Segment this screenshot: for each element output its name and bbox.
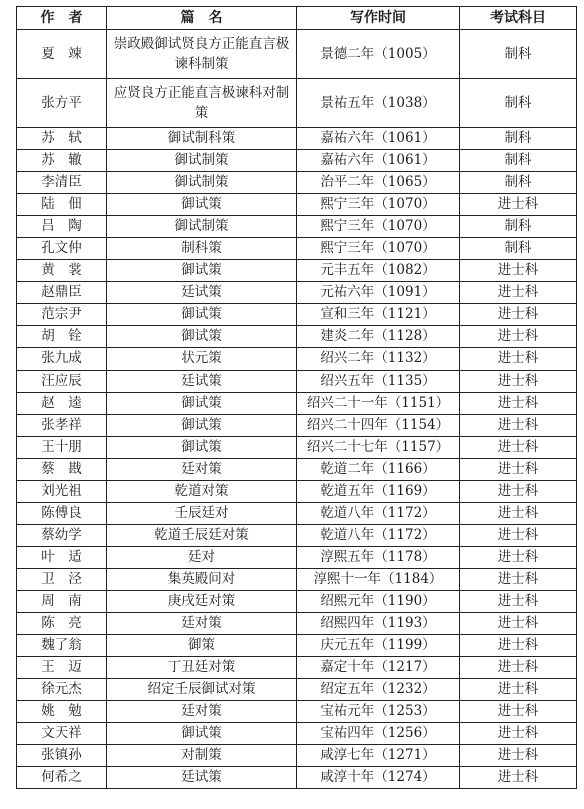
title-cell: 壬辰廷对 xyxy=(107,502,297,524)
title-cell: 御试制策 xyxy=(107,216,297,238)
time-cell: 淳熙五年（1178） xyxy=(297,546,460,568)
subject-cell: 制科 xyxy=(460,30,577,79)
subject-cell: 进士科 xyxy=(460,392,577,414)
table-row xyxy=(17,635,577,657)
title-cell: 御策 xyxy=(107,635,297,657)
subject-cell: 制科 xyxy=(460,79,577,128)
author-cell: 赵 逵 xyxy=(17,392,107,414)
author-cell: 黄 裳 xyxy=(17,260,107,282)
subject-cell: 进士科 xyxy=(460,194,577,216)
table-row xyxy=(17,414,577,436)
table-row xyxy=(17,546,577,568)
title-cell: 廷对策 xyxy=(107,701,297,723)
author-cell: 张孝祥 xyxy=(17,414,107,436)
table-row xyxy=(17,613,577,635)
time-cell: 绍熙四年（1193） xyxy=(297,613,460,635)
author-cell: 赵鼎臣 xyxy=(17,282,107,304)
subject-cell: 进士科 xyxy=(460,723,577,745)
title-cell: 状元策 xyxy=(107,348,297,370)
author-cell: 范宗尹 xyxy=(17,304,107,326)
author-cell: 汪应辰 xyxy=(17,370,107,392)
time-cell: 景德二年（1005） xyxy=(297,30,460,79)
title-cell: 乾道对策 xyxy=(107,480,297,502)
table-row xyxy=(17,30,577,79)
subject-cell: 进士科 xyxy=(460,546,577,568)
table-row xyxy=(17,679,577,701)
title-cell: 御试制策 xyxy=(107,172,297,194)
time-cell: 嘉定十年（1217） xyxy=(297,657,460,679)
table-row xyxy=(17,392,577,414)
title-cell: 廷对 xyxy=(107,546,297,568)
table-row xyxy=(17,657,577,679)
header-subject: 考试科目 xyxy=(460,7,577,30)
time-cell: 乾道八年（1172） xyxy=(297,502,460,524)
subject-cell: 进士科 xyxy=(460,326,577,348)
author-cell: 陈 亮 xyxy=(17,613,107,635)
subject-cell: 进士科 xyxy=(460,568,577,590)
subject-cell: 进士科 xyxy=(460,613,577,635)
subject-cell: 进士科 xyxy=(460,436,577,458)
subject-cell: 制科 xyxy=(460,128,577,150)
time-cell: 景祐五年（1038） xyxy=(297,79,460,128)
subject-cell: 进士科 xyxy=(460,502,577,524)
table-row xyxy=(17,524,577,546)
author-cell: 张镇孙 xyxy=(17,745,107,767)
subject-cell: 进士科 xyxy=(460,260,577,282)
title-cell: 御试策 xyxy=(107,436,297,458)
time-cell: 乾道二年（1166） xyxy=(297,458,460,480)
subject-cell: 进士科 xyxy=(460,701,577,723)
author-cell: 蔡 戡 xyxy=(17,458,107,480)
title-cell: 御试策 xyxy=(107,194,297,216)
table-row xyxy=(17,568,577,590)
table-row xyxy=(17,194,577,216)
subject-cell: 进士科 xyxy=(460,679,577,701)
header-row xyxy=(17,7,577,30)
table-row xyxy=(17,150,577,172)
title-cell: 廷试策 xyxy=(107,282,297,304)
subject-cell: 制科 xyxy=(460,172,577,194)
author-cell: 张方平 xyxy=(17,79,107,128)
time-cell: 绍定五年（1232） xyxy=(297,679,460,701)
title-cell: 御试制策 xyxy=(107,150,297,172)
title-cell: 制科策 xyxy=(107,238,297,260)
subject-cell: 进士科 xyxy=(460,590,577,612)
subject-cell: 进士科 xyxy=(460,458,577,480)
title-cell: 御试策 xyxy=(107,414,297,436)
author-cell: 李清臣 xyxy=(17,172,107,194)
subject-cell: 制科 xyxy=(460,216,577,238)
title-cell: 乾道壬辰廷对策 xyxy=(107,524,297,546)
time-cell: 熙宁三年（1070） xyxy=(297,238,460,260)
author-cell: 张九成 xyxy=(17,348,107,370)
table-body xyxy=(17,30,577,789)
time-cell: 淳熙十一年（1184） xyxy=(297,568,460,590)
time-cell: 元祐六年（1091） xyxy=(297,282,460,304)
author-cell: 蔡幼学 xyxy=(17,524,107,546)
subject-cell: 制科 xyxy=(460,238,577,260)
time-cell: 咸淳十年（1274） xyxy=(297,767,460,789)
table-row xyxy=(17,436,577,458)
table-row xyxy=(17,723,577,745)
subject-cell: 进士科 xyxy=(460,745,577,767)
table-row xyxy=(17,216,577,238)
time-cell: 绍兴二十七年（1157） xyxy=(297,436,460,458)
author-cell: 魏了翁 xyxy=(17,635,107,657)
title-cell: 庚戌廷对策 xyxy=(107,590,297,612)
time-cell: 绍兴二十一年（1151） xyxy=(297,392,460,414)
title-cell: 御试策 xyxy=(107,723,297,745)
table-row xyxy=(17,326,577,348)
title-cell: 丁丑廷对策 xyxy=(107,657,297,679)
author-cell: 何希之 xyxy=(17,767,107,789)
title-cell: 廷对策 xyxy=(107,613,297,635)
title-cell: 对制策 xyxy=(107,745,297,767)
author-cell: 苏 辙 xyxy=(17,150,107,172)
table-row xyxy=(17,480,577,502)
author-cell: 徐元杰 xyxy=(17,679,107,701)
title-cell: 绍定壬辰御试对策 xyxy=(107,679,297,701)
table-row xyxy=(17,701,577,723)
subject-cell: 进士科 xyxy=(460,348,577,370)
time-cell: 咸淳七年（1271） xyxy=(297,745,460,767)
author-cell: 周 南 xyxy=(17,590,107,612)
essay-table xyxy=(16,6,577,789)
table-row xyxy=(17,128,577,150)
table-row xyxy=(17,767,577,789)
author-cell: 卫 泾 xyxy=(17,568,107,590)
table-row xyxy=(17,458,577,480)
subject-cell: 进士科 xyxy=(460,282,577,304)
table-row xyxy=(17,79,577,128)
time-cell: 宣和三年（1121） xyxy=(297,304,460,326)
table-row xyxy=(17,304,577,326)
subject-cell: 制科 xyxy=(460,150,577,172)
author-cell: 王十朋 xyxy=(17,436,107,458)
time-cell: 绍熙元年（1190） xyxy=(297,590,460,612)
title-cell: 集英殿问对 xyxy=(107,568,297,590)
title-cell: 御试策 xyxy=(107,392,297,414)
title-cell: 御试策 xyxy=(107,326,297,348)
title-cell: 应贤良方正能直言极谏科对制策 xyxy=(107,79,297,128)
time-cell: 绍兴二年（1132） xyxy=(297,348,460,370)
time-cell: 宝祐元年（1253） xyxy=(297,701,460,723)
time-cell: 治平二年（1065） xyxy=(297,172,460,194)
author-cell: 刘光祖 xyxy=(17,480,107,502)
header-author: 作 者 xyxy=(17,7,107,30)
author-cell: 吕 陶 xyxy=(17,216,107,238)
time-cell: 乾道八年（1172） xyxy=(297,524,460,546)
author-cell: 叶 适 xyxy=(17,546,107,568)
table-row xyxy=(17,348,577,370)
table-row xyxy=(17,260,577,282)
subject-cell: 进士科 xyxy=(460,657,577,679)
author-cell: 孔文仲 xyxy=(17,238,107,260)
time-cell: 嘉祐六年（1061） xyxy=(297,150,460,172)
title-cell: 崇政殿御试贤良方正能直言极谏科制策 xyxy=(107,30,297,79)
time-cell: 庆元五年（1199） xyxy=(297,635,460,657)
subject-cell: 进士科 xyxy=(460,524,577,546)
time-cell: 元丰五年（1082） xyxy=(297,260,460,282)
time-cell: 熙宁三年（1070） xyxy=(297,194,460,216)
table-row xyxy=(17,370,577,392)
subject-cell: 进士科 xyxy=(460,480,577,502)
time-cell: 绍兴五年（1135） xyxy=(297,370,460,392)
table-row xyxy=(17,502,577,524)
title-cell: 御试制科策 xyxy=(107,128,297,150)
author-cell: 王 迈 xyxy=(17,657,107,679)
title-cell: 御试策 xyxy=(107,260,297,282)
author-cell: 胡 铨 xyxy=(17,326,107,348)
subject-cell: 进士科 xyxy=(460,767,577,789)
time-cell: 绍兴二十四年（1154） xyxy=(297,414,460,436)
table-row xyxy=(17,172,577,194)
title-cell: 御试策 xyxy=(107,304,297,326)
title-cell: 廷试策 xyxy=(107,370,297,392)
author-cell: 苏 轼 xyxy=(17,128,107,150)
table-row xyxy=(17,590,577,612)
subject-cell: 进士科 xyxy=(460,635,577,657)
time-cell: 宝祐四年（1256） xyxy=(297,723,460,745)
table-row xyxy=(17,282,577,304)
subject-cell: 进士科 xyxy=(460,414,577,436)
author-cell: 陈傅良 xyxy=(17,502,107,524)
title-cell: 廷对策 xyxy=(107,458,297,480)
table-row xyxy=(17,238,577,260)
title-cell: 廷试策 xyxy=(107,767,297,789)
author-cell: 陆 佃 xyxy=(17,194,107,216)
header-title: 篇 名 xyxy=(107,7,297,30)
table-row xyxy=(17,745,577,767)
subject-cell: 进士科 xyxy=(460,304,577,326)
author-cell: 姚 勉 xyxy=(17,701,107,723)
author-cell: 文天祥 xyxy=(17,723,107,745)
header-time: 写作时间 xyxy=(297,7,460,30)
time-cell: 熙宁三年（1070） xyxy=(297,216,460,238)
author-cell: 夏 竦 xyxy=(17,30,107,79)
time-cell: 嘉祐六年（1061） xyxy=(297,128,460,150)
subject-cell: 进士科 xyxy=(460,370,577,392)
time-cell: 乾道五年（1169） xyxy=(297,480,460,502)
time-cell: 建炎二年（1128） xyxy=(297,326,460,348)
